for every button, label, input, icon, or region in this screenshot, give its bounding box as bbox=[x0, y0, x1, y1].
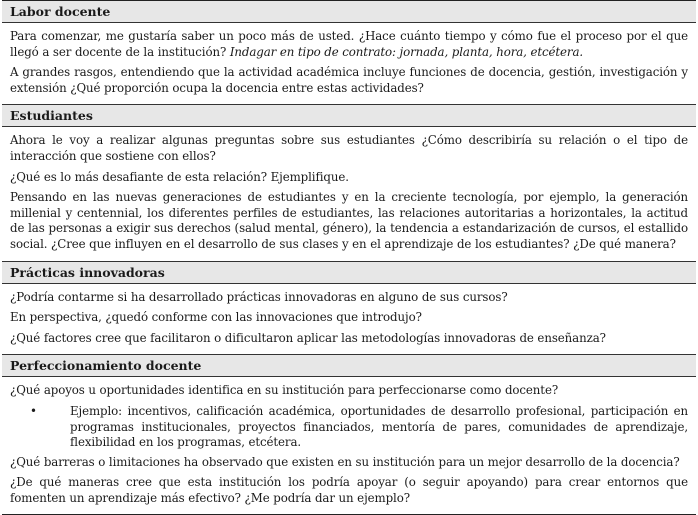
question-paragraph: ¿Qué factores cree que facilitaron o dificultaron aplicar las metodologías innovadoras de enseñanza? bbox=[10, 330, 606, 345]
bullet-icon: • bbox=[30, 403, 37, 418]
interviewer-note: Indagar en tipo de contrato: jornada, planta, hora, etcétera. bbox=[229, 44, 584, 59]
section-header-labor-docente: Labor docente bbox=[2, 1, 696, 23]
section-body-estudiantes bbox=[2, 127, 696, 261]
section-body-practicas-innovadoras bbox=[2, 284, 696, 356]
section-header-practicas-innovadoras: Prácticas innovadoras bbox=[2, 262, 696, 284]
interview-guide-table bbox=[2, 0, 696, 515]
question-paragraph: ¿Podría contarme si ha desarrollado prácticas innovadoras en alguno de sus cursos? bbox=[10, 289, 508, 304]
question-paragraph bbox=[10, 29, 688, 60]
question-paragraph: ¿Qué barreras o limitaciones ha observado que existen en su institución para un mejor desarrollo de la docencia? bbox=[10, 454, 680, 469]
section-body-labor-docente bbox=[2, 23, 696, 105]
question-paragraph: Ahora le voy a realizar algunas preguntas sobre sus estudiantes ¿Cómo describiría su relación o el tipo de interacción que sostiene con ellos? bbox=[10, 133, 688, 163]
section-header-estudiantes: Estudiantes bbox=[2, 105, 696, 127]
question-paragraph: A grandes rasgos, entendiendo que la actividad académica incluye funciones de docencia, gestión, investigación y extensión ¿Qué proporción ocupa la docencia entre estas actividades? bbox=[10, 65, 688, 95]
question-paragraph: ¿Qué apoyos u oportunidades identifica en su institución para perfeccionarse como docente? bbox=[10, 383, 559, 398]
question-paragraph: ¿De qué maneras cree que esta institución los podría apoyar (o seguir apoyando) para crear entornos que fomenten un aprendizaje más efectivo? ¿Me podría dar un ejemplo? bbox=[10, 475, 688, 505]
question-paragraph: ¿Qué es lo más desafiante de esta relación? Ejemplifique. bbox=[10, 169, 349, 184]
bullet-list-item bbox=[10, 404, 688, 451]
question-paragraph: En perspectiva, ¿quedó conforme con las innovaciones que introdujo? bbox=[10, 310, 422, 325]
bullet-text: Ejemplo: incentivos, calificación académica, oportunidades de desarrollo profesional, participación en programas institucionales, proyectos financiados, mentoría de pares, comunidades de aprendizaje, flexibilidad en los programas, etcétera. bbox=[70, 403, 688, 450]
section-body-perfeccionamiento-docente bbox=[2, 377, 696, 514]
section-header-perfeccionamiento-docente: Perfeccionamiento docente bbox=[2, 355, 696, 377]
question-paragraph: Pensando en las nuevas generaciones de estudiantes y en la creciente tecnología, por ejemplo, la generación millenial y centennial, los diferentes perfiles de estudiantes, las relaciones autoritarias a horizontales, la actitud de las personas a exigir sus derechos (salud mental, género), la tendencia a estandarización de cursos, el estallido social. ¿Cree que influyen en el desarrollo de sus clases y en el aprendizaje de los estudiantes? ¿De qué manera? bbox=[10, 190, 688, 251]
question-text: Para comenzar, me gustaría saber un poco más de usted. ¿Hace cuánto tiempo y cómo fue el proceso por el que llegó a ser docente de la institución? bbox=[10, 29, 688, 59]
